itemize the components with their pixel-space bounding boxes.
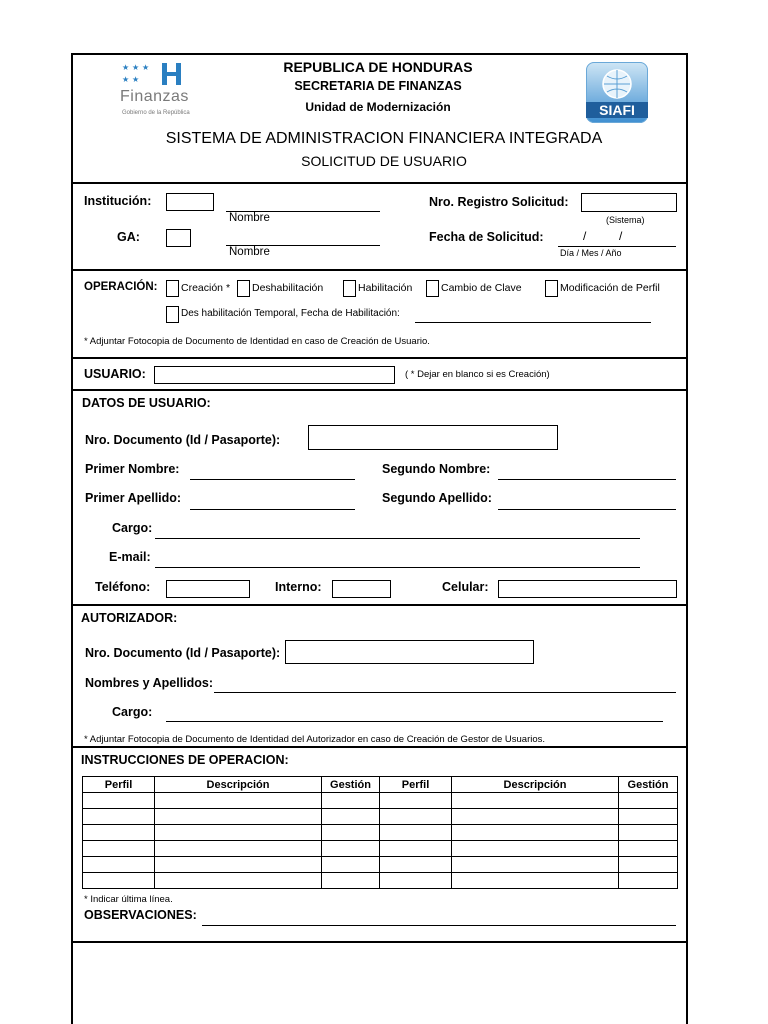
observaciones-line[interactable] [202, 925, 676, 926]
table-cell[interactable] [619, 793, 678, 809]
table-cell[interactable] [619, 857, 678, 873]
table-cell[interactable] [83, 873, 155, 889]
creacion-label: Creación * [181, 282, 231, 294]
segundo-apellido-line[interactable] [498, 509, 676, 510]
deshabilitacion-checkbox[interactable] [237, 280, 250, 297]
table-row [83, 841, 678, 857]
primer-nombre-label: Primer Nombre: [85, 462, 180, 476]
country-title: REPUBLICA DE HONDURAS [283, 59, 473, 75]
table-cell[interactable] [322, 809, 380, 825]
segundo-nombre-label: Segundo Nombre: [382, 462, 491, 476]
table-cell[interactable] [452, 857, 619, 873]
table-cell[interactable] [452, 809, 619, 825]
habilitacion-label: Habilitación [358, 282, 413, 294]
table-header-row [83, 777, 678, 793]
table-cell[interactable] [619, 825, 678, 841]
table-cell[interactable] [83, 825, 155, 841]
table-cell[interactable] [380, 825, 452, 841]
date-format-hint: Día / Mes / Año [560, 248, 622, 258]
svg-text:★: ★ [122, 75, 130, 84]
cambio-clave-label: Cambio de Clave [441, 282, 522, 294]
celular-input[interactable] [498, 580, 677, 598]
usuario-label: USUARIO: [84, 367, 146, 381]
siafi-logo [586, 62, 648, 123]
primer-nombre-line[interactable] [190, 479, 355, 480]
divider [71, 604, 688, 606]
divider [71, 941, 688, 943]
operacion-note: * Adjuntar Fotocopia de Documento de Identidad en caso de Creación de Usuario. [84, 336, 430, 347]
stars-h-icon [120, 60, 190, 88]
divider [71, 269, 688, 271]
table-cell[interactable] [619, 873, 678, 889]
table-cell[interactable] [452, 825, 619, 841]
table-cell[interactable] [380, 857, 452, 873]
table-cell[interactable] [380, 873, 452, 889]
table-row [83, 873, 678, 889]
telefono-input[interactable] [166, 580, 250, 598]
temporal-checkbox[interactable] [166, 306, 179, 323]
habilitacion-date-line[interactable] [415, 322, 651, 323]
autorizador-title: AUTORIZADOR: [81, 611, 178, 625]
autorizador-nombres-label: Nombres y Apellidos: [85, 676, 214, 690]
habilitacion-checkbox[interactable] [343, 280, 356, 297]
table-cell[interactable] [380, 841, 452, 857]
institucion-label: Institución: [84, 194, 152, 208]
autorizador-documento-label: Nro. Documento (Id / Pasaporte): [85, 646, 281, 660]
column-header: Descripción [452, 777, 619, 793]
modificacion-label: Modificación de Perfil [560, 282, 660, 294]
segundo-nombre-line[interactable] [498, 479, 676, 480]
table-cell[interactable] [83, 793, 155, 809]
cargo-label: Cargo: [112, 521, 153, 535]
table-cell[interactable] [83, 841, 155, 857]
segundo-apellido-label: Segundo Apellido: [382, 491, 492, 505]
observaciones-label: OBSERVACIONES: [84, 908, 197, 922]
table-row [83, 793, 678, 809]
column-header: Gestión [322, 777, 380, 793]
table-cell[interactable] [619, 809, 678, 825]
table-cell[interactable] [155, 809, 322, 825]
usuario-input[interactable] [154, 366, 395, 384]
table-cell[interactable] [155, 825, 322, 841]
nombre-label: Nombre [229, 246, 270, 258]
interno-input[interactable] [332, 580, 391, 598]
instrucciones-table [82, 776, 678, 889]
svg-text:★: ★ [142, 63, 150, 72]
datos-title: DATOS DE USUARIO: [82, 396, 211, 410]
svg-text:★: ★ [122, 63, 130, 72]
table-cell[interactable] [83, 857, 155, 873]
form-title: SOLICITUD DE USUARIO [301, 153, 467, 169]
column-header: Perfil [380, 777, 452, 793]
instrucciones-title: INSTRUCCIONES DE OPERACION: [81, 753, 289, 767]
table-cell[interactable] [322, 857, 380, 873]
table-cell[interactable] [452, 793, 619, 809]
table-row [83, 825, 678, 841]
primer-apellido-line[interactable] [190, 509, 355, 510]
system-title: SISTEMA DE ADMINISTRACION FINANCIERA INTEGRADA [165, 130, 603, 147]
logo-subtext: Gobierno de la República [122, 110, 190, 116]
date-separator: / [619, 229, 623, 243]
primer-apellido-label: Primer Apellido: [85, 491, 182, 505]
deshabilitacion-label: Deshabilitación [252, 282, 324, 294]
autorizador-note: * Adjuntar Fotocopia de Documento de Identidad del Autorizador en caso de Creación de Gestor de Usuarios. [84, 734, 546, 745]
modificacion-checkbox[interactable] [545, 280, 558, 297]
instrucciones-note: * Indicar última línea. [84, 894, 173, 905]
globe-icon [586, 66, 648, 102]
ga-label: GA: [117, 230, 140, 244]
email-label: E-mail: [109, 550, 151, 564]
temporal-label: Des habilitación Temporal, Fecha de Habilitación: [181, 308, 400, 319]
operacion-label: OPERACIÓN: [84, 281, 158, 293]
celular-label: Celular: [442, 580, 489, 594]
column-header: Descripción [155, 777, 322, 793]
fecha-line[interactable] [558, 246, 676, 247]
table-cell[interactable] [322, 841, 380, 857]
table-cell[interactable] [322, 873, 380, 889]
table-cell[interactable] [155, 841, 322, 857]
table-cell[interactable] [452, 873, 619, 889]
institucion-code-input[interactable] [166, 193, 214, 211]
autorizador-cargo-line[interactable] [166, 721, 663, 722]
unit-title: Unidad de Modernización [305, 100, 451, 114]
divider [71, 746, 688, 748]
autorizador-documento-input[interactable] [285, 640, 534, 664]
column-header: Gestión [619, 777, 678, 793]
creacion-checkbox[interactable] [166, 280, 179, 297]
siafi-text: SIAFI [586, 102, 648, 118]
usuario-note: ( * Dejar en blanco si es Creación) [405, 369, 550, 380]
finanzas-logo [118, 58, 218, 122]
documento-label: Nro. Documento (Id / Pasaporte): [85, 433, 281, 447]
column-header: Perfil [83, 777, 155, 793]
ga-code-input[interactable] [166, 229, 191, 247]
svg-text:★: ★ [132, 63, 140, 72]
cambio-clave-checkbox[interactable] [426, 280, 439, 297]
documento-input[interactable] [308, 425, 558, 450]
divider [71, 357, 688, 359]
telefono-label: Teléfono: [95, 580, 151, 594]
date-separator: / [583, 229, 587, 243]
sistema-note: (Sistema) [606, 215, 645, 225]
email-line[interactable] [155, 567, 640, 568]
table-cell[interactable] [452, 841, 619, 857]
registro-label: Nro. Registro Solicitud: [429, 195, 569, 209]
autorizador-nombres-line[interactable] [214, 692, 676, 693]
registro-input[interactable] [581, 193, 677, 212]
divider [71, 389, 688, 391]
interno-label: Interno: [275, 580, 322, 594]
table-cell[interactable] [380, 793, 452, 809]
table-cell[interactable] [155, 793, 322, 809]
ministry-title: SECRETARIA DE FINANZAS [294, 79, 462, 93]
table-cell[interactable] [380, 809, 452, 825]
table-row [83, 809, 678, 825]
divider [71, 182, 688, 184]
table-cell[interactable] [619, 841, 678, 857]
table-row [83, 857, 678, 873]
svg-text:★: ★ [132, 75, 140, 84]
table-cell[interactable] [83, 809, 155, 825]
cargo-line[interactable] [155, 538, 640, 539]
table-cell[interactable] [322, 825, 380, 841]
logo-text: Finanzas [120, 88, 189, 105]
fecha-label: Fecha de Solicitud: [429, 230, 544, 244]
table-cell[interactable] [155, 857, 322, 873]
nombre-label: Nombre [229, 212, 270, 224]
table-cell[interactable] [155, 873, 322, 889]
autorizador-cargo-label: Cargo: [112, 705, 153, 719]
table-cell[interactable] [322, 793, 380, 809]
